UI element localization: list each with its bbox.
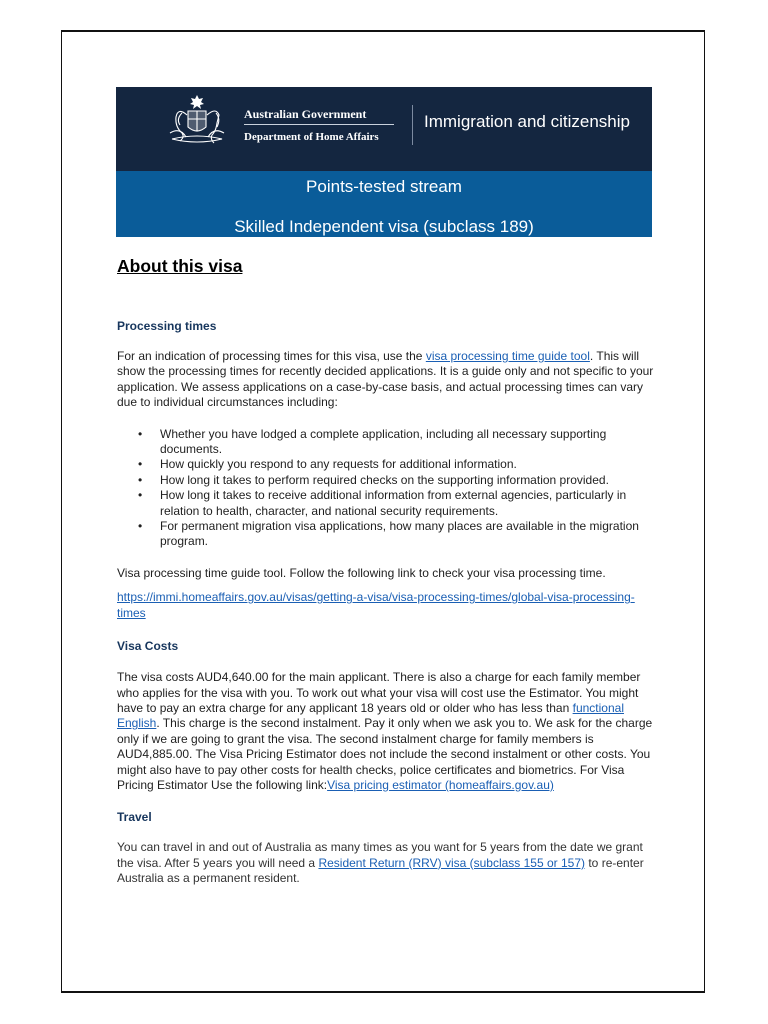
vertical-divider [412,105,413,145]
guide-tool-text: Visa processing time guide tool. Follow the following link to check your visa processing time. [117,565,606,580]
processing-times-url-link[interactable]: https://immi.homeaffairs.gov.au/visas/getting-a-visa/visa-processing-times/global-visa-processing-times [117,590,635,620]
government-banner [116,87,652,171]
functional-english-link[interactable]: functional English [117,700,624,731]
document-body [117,255,657,887]
travel-text-1: You can travel in and out of Australia as many times as you want for 5 years from the date we grant the visa. After 5 years you will need a [117,840,643,870]
resident-return-visa-link[interactable]: Resident Return (RRV) visa (subclass 155 or 157) [318,855,586,870]
processing-intro-text: For an indication of processing times for this visa, use the [117,349,426,363]
government-name: Australian Government [244,107,367,121]
visa-costs-text [117,670,657,793]
coat-of-arms-icon [166,93,228,147]
department-name: Department of Home Affairs [244,131,379,143]
visa-costs-text-1: The visa costs AUD4,640.00 for the main applicant. There is also a charge for each family member who applies for the visa with you. To work out what your visa will cost use the Estimator. You might have to pay an extra charge for any applicant 18 years old or older who has less than [117,670,641,715]
list-item: • For permanent migration visa applications, how many places are available in the migration program. [117,519,657,550]
list-item: • Whether you have lodged a complete application, including all necessary supporting documents. [117,427,657,458]
portfolio-title: Immigration and citizenship [424,112,630,131]
visa-title: Skilled Independent visa (subclass 189) [234,217,534,236]
visa-pricing-estimator-link[interactable]: Visa pricing estimator (homeaffairs.gov.au) [327,777,554,792]
list-item: • How long it takes to receive additional information from external agencies, particularly in relation to health, character, and national security requirements. [117,488,657,519]
processing-time-link[interactable]: visa processing time guide tool [425,349,590,363]
processing-intro-text-2: . This will show the processing times for recently decided applications. It is a guide only and not specific to your application. We assess applications on a case-by-case basis, and actual processing times can vary due to individual circumstances including: [117,349,654,410]
processing-intro [117,349,657,411]
page-title: About this visa [117,256,243,276]
processing-url-para [117,590,657,621]
name-divider [244,124,394,125]
stream-title: Points-tested stream [306,177,462,196]
circumstances-list [117,427,657,550]
list-item: • How long it takes to perform required checks on the supporting information provided. [117,473,657,488]
travel-text [117,840,657,886]
processing-heading: Processing times [117,319,217,333]
visa-banner [116,171,652,237]
travel-text-2: to re-enter Australia as a permanent resident. [117,855,644,886]
travel-heading: Travel [117,810,152,825]
list-item: • How quickly you respond to any requests for additional information. [117,457,657,472]
visa-costs-text-2: . This charge is the second instalment. Pay it only when we ask you to. We ask for the charge only if we are going to grant the visa. The second instalment charge for family members is AUD4,885.00. The Visa Pricing Estimator does not include the second instalment or other costs. You might also have to pay other costs for health checks, police certificates and biometrics. For Visa Pricing Estimator Use the following link: [117,716,653,792]
visa-costs-heading: Visa Costs [117,639,179,654]
